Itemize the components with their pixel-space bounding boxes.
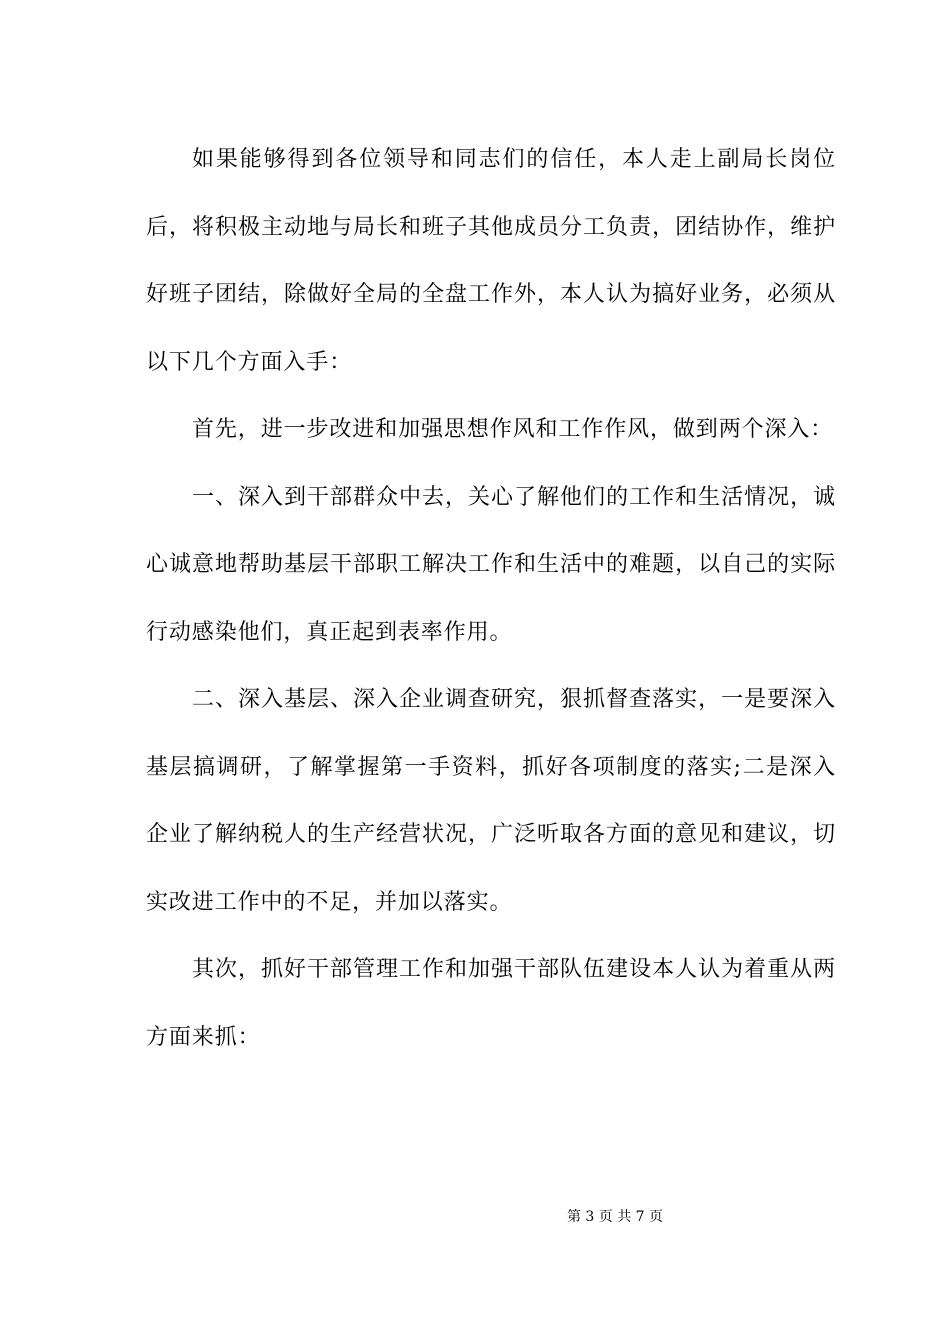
paragraph-4: 二、深入基层、深入企业调查研究，狠抓督查落实，一是要深入基层搞调研，了解掌握第一手资料，抓好各项制度的落实;二是深入企业了解纳税人的生产经营状况，广泛听取各方面的意见和建议，切实改进工作中的不足，并加以落实。 — [146, 687, 836, 915]
page-number-footer: 第 3 页 共 7 页 — [566, 1209, 664, 1225]
document-body — [146, 126, 836, 1071]
paragraph-2: 首先，进一步改进和加强思想作风和工作作风，做到两个深入： — [192, 417, 834, 442]
paragraph-1: 如果能够得到各位领导和同志们的信任，本人走上副局长岗位后，将积极主动地与局长和班子其他成员分工负责，团结协作，维护好班子团结，除做好全局的全盘工作外，本人认为搞好业务，必须从以下几个方面入手： — [146, 147, 836, 375]
paragraph-3: 一、深入到干部群众中去，关心了解他们的工作和生活情况，诚心诚意地帮助基层干部职工解决工作和生活中的难题，以自己的实际行动感染他们，真正起到表率作用。 — [146, 484, 836, 645]
paragraph-5: 其次，抓好干部管理工作和加强干部队伍建设本人认为着重从两方面来抓： — [146, 957, 836, 1050]
